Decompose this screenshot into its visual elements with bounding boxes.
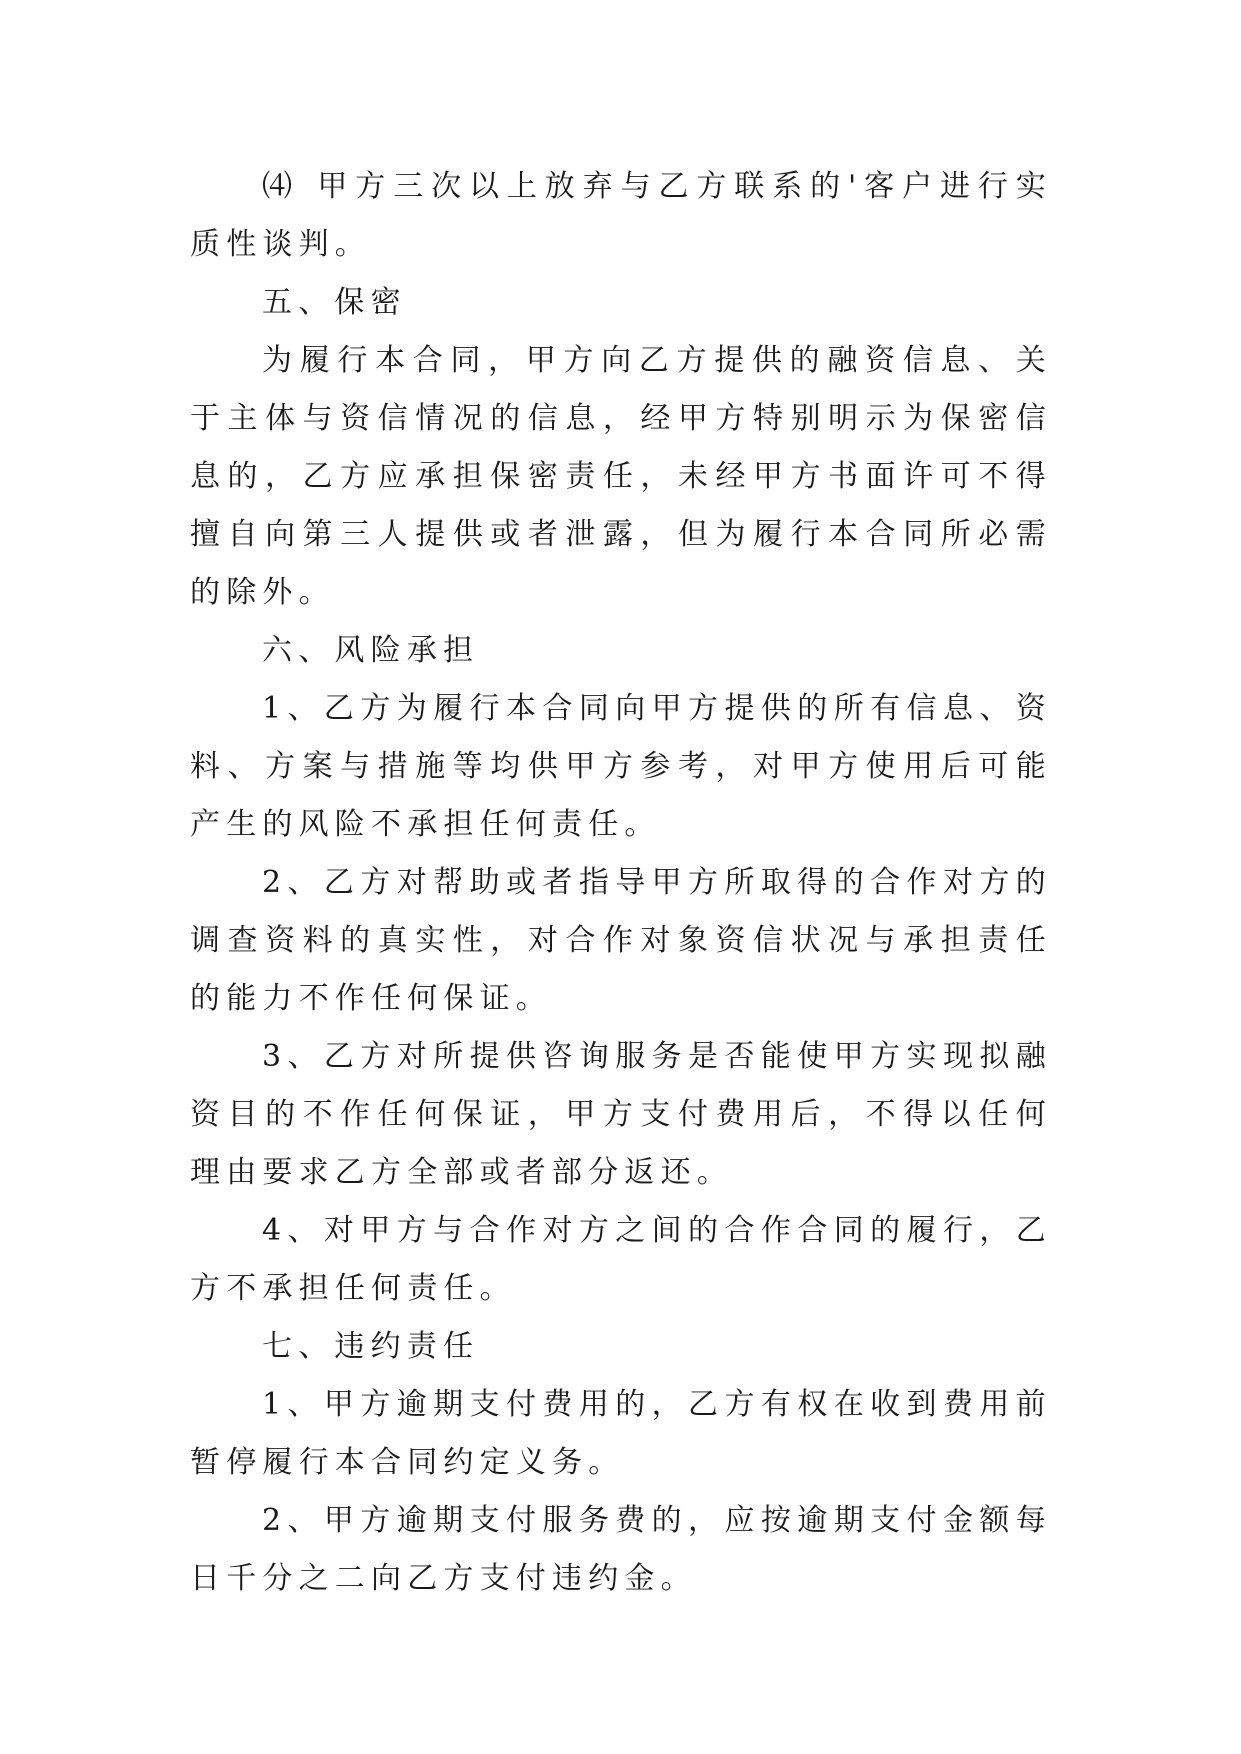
paragraph-risk-3: 3、乙方对所提供咨询服务是否能使甲方实现拟融资目的不作任何保证，甲方支付费用后，不得以任何理由要求乙方全部或者部分返还。	[190, 1039, 1052, 1190]
paragraph-breach-1: 1、甲方逾期支付费用的，乙方有权在收到费用前暂停履行本合同约定义务。	[190, 1387, 1052, 1480]
section-heading-risk: 六、风险承担	[262, 633, 480, 668]
section-heading-confidentiality: 五、保密	[262, 285, 407, 320]
paragraph-risk-1: 1、乙方为履行本合同向甲方提供的所有信息、资料、方案与措施等均供甲方参考，对甲方使用后可能产生的风险不承担任何责任。	[190, 691, 1052, 842]
paragraph-confidentiality: 为履行本合同，甲方向乙方提供的融资信息、关于主体与资信情况的信息，经甲方特别明示为保密信息的，乙方应承担保密责任，未经甲方书面许可不得擅自向第三人提供或者泄露，但为履行本合同所必需的除外。	[190, 343, 1052, 610]
paragraph-negotiation-waiver: ⑷ 甲方三次以上放弃与乙方联系的'客户进行实质性谈判。	[190, 169, 1052, 262]
paragraph-risk-4: 4、对甲方与合作对方之间的合作合同的履行，乙方不承担任何责任。	[190, 1213, 1052, 1306]
paragraph-breach-2: 2、甲方逾期支付服务费的，应按逾期支付金额每日千分之二向乙方支付违约金。	[190, 1503, 1052, 1596]
paragraph-risk-2: 2、乙方对帮助或者指导甲方所取得的合作对方的调查资料的真实性，对合作对象资信状况与承担责任的能力不作任何保证。	[190, 865, 1052, 1016]
document-page	[190, 158, 1052, 1608]
section-heading-breach: 七、违约责任	[262, 1329, 480, 1364]
